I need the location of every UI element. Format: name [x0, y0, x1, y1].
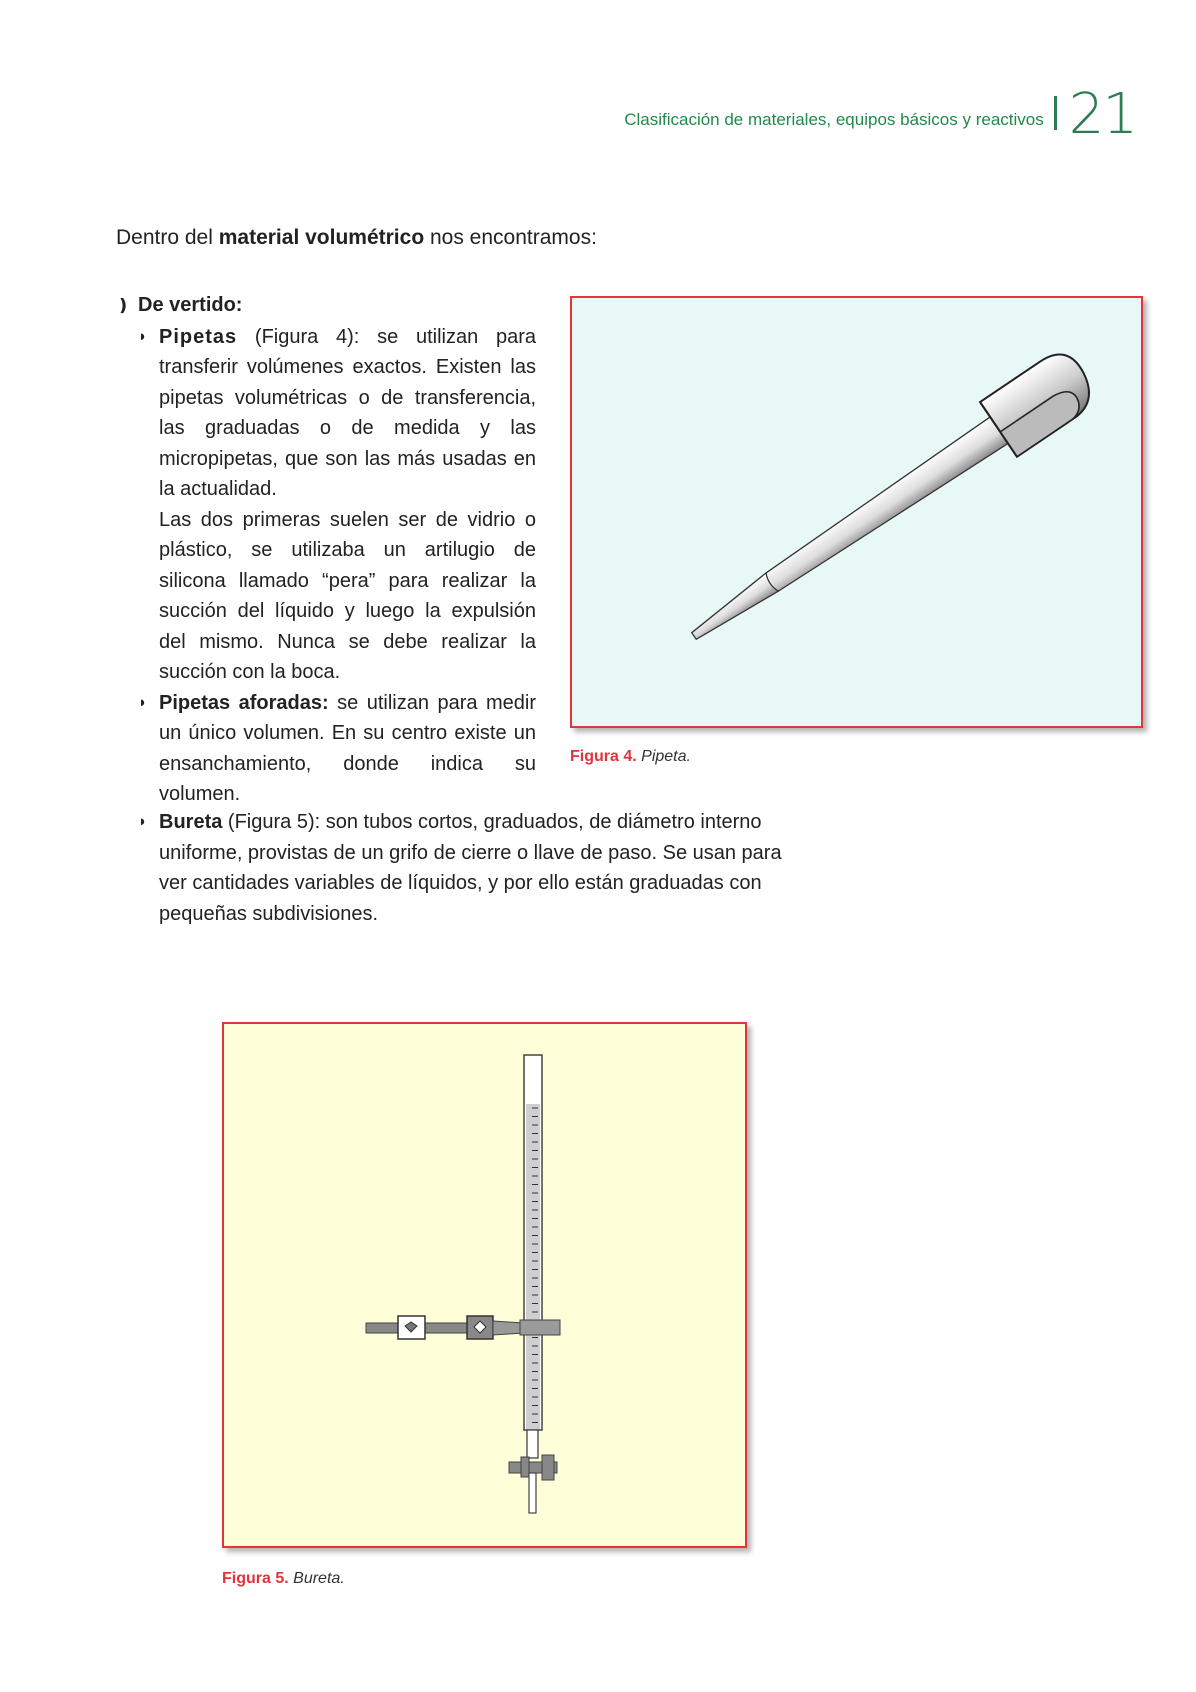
intro-before: Dentro del: [116, 226, 219, 249]
intro-paragraph: [116, 226, 597, 250]
pipetas-paragraph: Las dos primeras suelen ser de vidrio o plástico, se utilizaba un artilugio de silicona llamado “pera” para realizar la succión del líquido y luego la expulsión del mismo. Nunca se debe realizar la succión con la boca.: [159, 508, 536, 683]
term-pipetas-aforadas: Pipetas aforadas:: [159, 691, 329, 714]
page-number: 21: [1068, 82, 1136, 147]
figure-4-text: Pipeta.: [641, 748, 691, 765]
list-item-bureta: [116, 807, 809, 929]
figure-5-label: Figura 5.: [222, 1570, 289, 1587]
text-column: [116, 290, 536, 810]
figure-5-burette: [222, 1022, 747, 1548]
figure-4-pipette: [570, 296, 1143, 728]
text-wide: [116, 807, 809, 929]
figure-5-caption: [222, 1570, 345, 1588]
figure-4-caption: [570, 748, 691, 766]
bullet-icon: ❫: [116, 296, 131, 315]
bullet-icon: ◗: [138, 813, 148, 830]
desc-bureta: (Figura 5): son tubos cortos, graduados, de diámetro interno uniforme, provistas de un grifo de cierre o llave de paso. Se usan para ver cantidades variables de líquidos, y por ello están graduadas con pequeñas subdivisiones.: [159, 811, 782, 925]
bullet-icon: ◗: [138, 327, 148, 345]
pipette-illustration: [572, 298, 1141, 726]
term-bureta: Bureta: [159, 811, 223, 833]
desc-pipetas: (Figura 4): se utilizan para transferir volúmenes exactos. Existen las pipetas volumétricas o de transferencia, las graduadas o de medida y las micropipetas, que son las más usadas en la actualidad.: [159, 325, 536, 500]
figure-4-label: Figura 4.: [570, 748, 637, 765]
burette-illustration: [224, 1024, 745, 1546]
bullet-icon: ◗: [138, 693, 148, 711]
running-title: Clasificación de materiales, equipos básicos y reactivos: [624, 110, 1044, 129]
section-title: De vertido:: [138, 294, 243, 316]
section-heading: [116, 290, 536, 322]
desc-pipetas-aforadas: se utilizan para medir un único volumen. En su centro existe un ensanchamiento, donde indica su volumen.: [159, 691, 536, 805]
header-divider: [1054, 96, 1057, 130]
list-item-pipetas-aforadas: [116, 688, 536, 810]
list-item-pipetas: [116, 322, 536, 505]
running-header: [624, 82, 1136, 147]
figure-5-text: Bureta.: [293, 1570, 345, 1587]
intro-after: nos encontramos:: [424, 226, 597, 249]
term-pipetas: Pipetas: [159, 325, 238, 348]
intro-bold: material volumétrico: [218, 226, 425, 249]
